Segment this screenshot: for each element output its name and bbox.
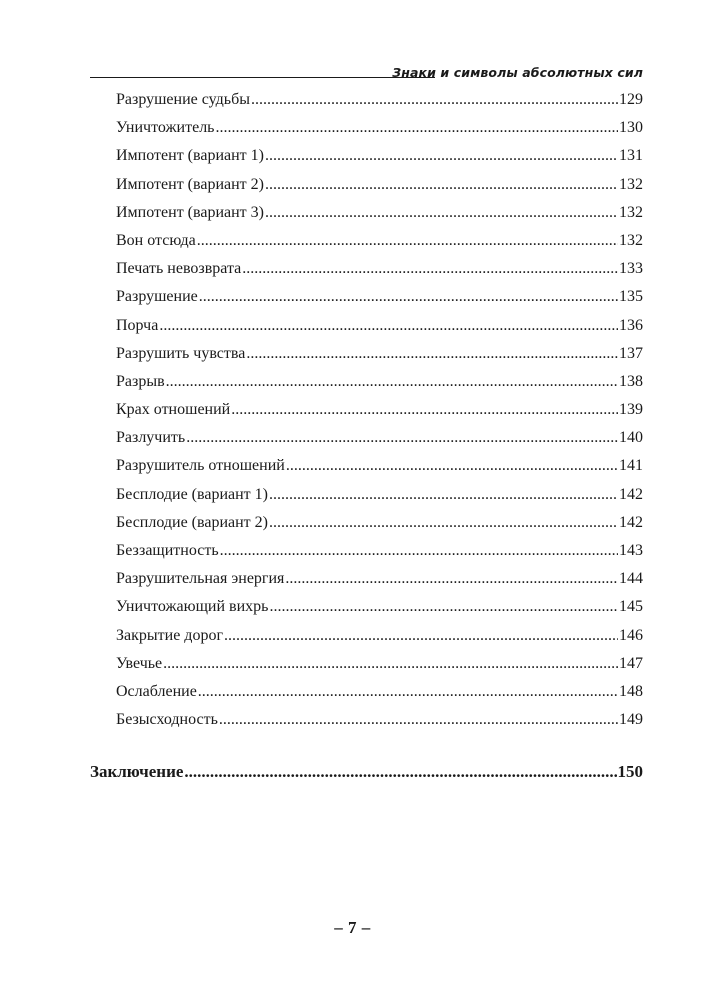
toc-leader-dots (269, 509, 618, 537)
toc-entry[interactable] (90, 86, 643, 114)
toc-entry[interactable] (90, 340, 643, 368)
toc-chapter-conclusion[interactable] (90, 758, 643, 786)
toc-entry[interactable] (90, 593, 643, 621)
toc-entry-title: Заключение (90, 762, 184, 782)
toc-page-number: 136 (619, 316, 643, 334)
toc-entry-list (90, 86, 643, 734)
toc-leader-dots (159, 312, 618, 340)
toc-entry[interactable] (90, 171, 643, 199)
toc-entry[interactable] (90, 114, 643, 142)
toc-entry-title: Беззащитность (116, 542, 219, 559)
toc-entry-title: Разрушитель отношений (116, 457, 285, 475)
toc-leader-dots (285, 565, 618, 593)
toc-leader-dots (269, 593, 618, 621)
toc-entry-title: Бесплодие (вариант 2) (116, 513, 268, 531)
toc-leader-dots (166, 368, 618, 396)
toc-leader-dots (186, 424, 618, 452)
toc-entry-title: Порча (116, 316, 159, 334)
toc-entry-title: Разрушительная энергия (116, 570, 285, 588)
toc-entry-title: Разлучить (116, 429, 186, 447)
toc-entry-title: Разрушение судьбы (116, 91, 250, 108)
toc-entry[interactable] (90, 227, 643, 255)
toc-leader-dots (199, 283, 618, 311)
toc-entry[interactable] (90, 481, 643, 509)
toc-entry-title: Уничтожитель (116, 119, 215, 137)
toc-page-number: 132 (619, 231, 643, 249)
toc-entry[interactable] (90, 650, 643, 678)
toc-entry-title: Импотент (вариант 3) (116, 203, 264, 221)
toc-leader-dots (231, 396, 618, 424)
toc-entry[interactable] (90, 424, 643, 452)
toc-page-number: 142 (619, 513, 643, 531)
toc-entry[interactable] (90, 452, 643, 480)
running-header (90, 60, 643, 80)
toc-page-number: 132 (619, 203, 643, 221)
toc-leader-dots (242, 255, 618, 283)
toc-leader-dots (265, 171, 618, 199)
toc-leader-dots (224, 622, 618, 650)
toc-page-number: 144 (619, 570, 643, 588)
toc-entry[interactable] (90, 142, 643, 170)
toc-entry-title: Печать невозврата (116, 260, 242, 278)
toc-page-number: 132 (619, 175, 643, 193)
toc-entry[interactable] (90, 565, 643, 593)
toc-page-number: 141 (619, 457, 643, 475)
toc-page-number: 147 (619, 654, 643, 672)
toc-entry[interactable] (90, 678, 643, 706)
toc-leader-dots (251, 86, 618, 114)
toc-page-number: 129 (619, 91, 643, 108)
toc-entry[interactable] (90, 368, 643, 396)
toc-leader-dots (269, 481, 618, 509)
toc-page-number: 150 (617, 762, 643, 782)
table-of-contents (90, 86, 643, 787)
toc-page-number: 146 (619, 626, 643, 644)
toc-leader-dots (286, 452, 618, 480)
toc-leader-dots (246, 340, 618, 368)
toc-leader-dots (198, 678, 618, 706)
toc-page-number: 137 (619, 344, 643, 362)
toc-entry-title: Разрушение (116, 288, 198, 306)
toc-leader-dots (197, 227, 618, 255)
toc-entry[interactable] (90, 283, 643, 311)
toc-entry-title: Закрытие дорог (116, 626, 223, 644)
toc-page-number: 145 (619, 598, 643, 616)
toc-entry-title: Крах отношений (116, 401, 231, 419)
page-number: – 7 – (334, 918, 371, 937)
toc-page-number: 148 (619, 682, 643, 700)
toc-leader-dots (219, 706, 618, 734)
toc-page-number: 139 (619, 401, 643, 419)
header-rule (90, 77, 435, 78)
toc-page-number: 133 (619, 260, 643, 278)
toc-entry[interactable] (90, 312, 643, 340)
toc-page-number: 149 (619, 711, 643, 729)
toc-entry-title: Вон отсюда (116, 231, 196, 249)
running-title: Знаки и символы абсолютных сил (392, 65, 643, 80)
toc-entry-title: Безысходность (116, 711, 218, 729)
toc-leader-dots (265, 199, 618, 227)
toc-page-number: 131 (619, 147, 643, 165)
toc-entry[interactable] (90, 537, 643, 565)
toc-entry-title: Уничтожающий вихрь (116, 598, 269, 616)
toc-page-number: 130 (619, 119, 643, 137)
toc-leader-dots (215, 114, 618, 142)
toc-leader-dots (163, 650, 618, 678)
toc-page-number: 143 (619, 542, 643, 559)
toc-leader-dots (184, 758, 616, 786)
toc-entry-title: Разрушить чувства (116, 344, 246, 362)
toc-leader-dots (265, 142, 618, 170)
toc-entry[interactable] (90, 706, 643, 734)
toc-entry[interactable] (90, 396, 643, 424)
toc-entry[interactable] (90, 622, 643, 650)
toc-page-number: 135 (619, 288, 643, 306)
toc-entry-title: Ослабление (116, 682, 197, 700)
toc-entry-title: Импотент (вариант 2) (116, 175, 264, 193)
toc-entry-title: Импотент (вариант 1) (116, 147, 264, 165)
toc-entry[interactable] (90, 509, 643, 537)
toc-entry-title: Увечье (116, 654, 163, 672)
toc-entry[interactable] (90, 199, 643, 227)
toc-entry-title: Бесплодие (вариант 1) (116, 485, 268, 503)
toc-leader-dots (220, 537, 618, 565)
toc-entry[interactable] (90, 255, 643, 283)
toc-entry-title: Разрыв (116, 372, 165, 390)
toc-page-number: 142 (619, 485, 643, 503)
toc-page-number: 138 (619, 372, 643, 390)
toc-page-number: 140 (619, 429, 643, 447)
